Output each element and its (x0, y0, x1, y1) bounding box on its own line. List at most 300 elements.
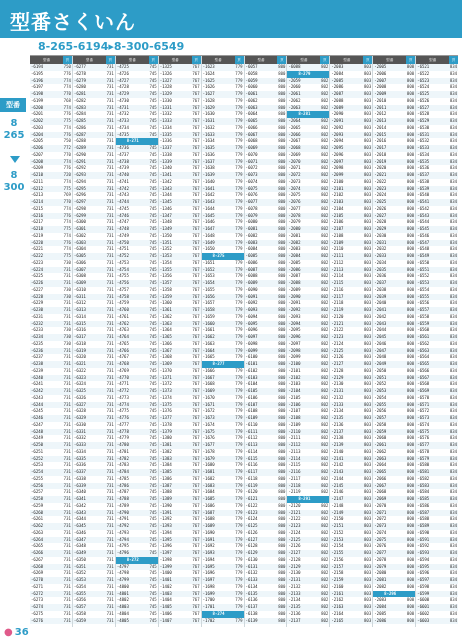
table-row (245, 530, 287, 537)
model-number: -6064 (245, 111, 258, 117)
page-ref: 800 (406, 246, 415, 252)
table-row (287, 321, 329, 328)
table-row (73, 388, 115, 395)
model-number: -1655 (202, 286, 215, 292)
page-ref: 834 (449, 475, 458, 481)
table-row (373, 530, 415, 537)
model-number: -6270 (31, 577, 44, 582)
page-ref: 803 (364, 91, 372, 96)
table-row (287, 145, 329, 152)
model-number: -1646 (202, 219, 215, 225)
table-row (287, 415, 329, 422)
page-ref: 800 (278, 516, 286, 522)
table-row (202, 233, 244, 240)
table-row (287, 192, 329, 199)
page-ref: 731 (106, 334, 114, 339)
table-row (245, 199, 287, 206)
page-ref: 802 (321, 185, 329, 191)
table-row (159, 530, 201, 537)
page-ref: 802 (321, 158, 329, 164)
page-ref: 803 (364, 172, 372, 177)
page-ref: 834 (449, 205, 458, 211)
model-number: -2107 (331, 226, 344, 231)
page-ref: 800 (406, 523, 415, 528)
page-ref: 731 (106, 462, 114, 468)
page-ref: 800 (406, 482, 415, 488)
table-row (116, 186, 158, 193)
table-row (245, 422, 287, 429)
page-ref: 767 (192, 563, 200, 569)
page-ref: 834 (449, 118, 458, 123)
page-ref: 802 (321, 293, 329, 299)
model-number: -6212 (31, 185, 44, 191)
page-ref: 745 (149, 77, 157, 83)
model-number: -6581 (417, 469, 430, 474)
page-ref: 767 (192, 597, 200, 603)
table-row (116, 381, 158, 388)
model-number: -2089 (288, 286, 301, 292)
model-number: -2118 (288, 482, 301, 488)
model-number: -6096 (245, 327, 258, 333)
page-ref: 745 (149, 111, 157, 117)
page-ref: 731 (63, 381, 71, 387)
page-ref: 803 (364, 604, 372, 609)
table-row (287, 550, 329, 557)
model-number: -1346 (159, 205, 172, 211)
page-ref: 779 (235, 388, 243, 393)
model-number: -2118 (331, 300, 344, 306)
page-ref: 779 (235, 165, 243, 171)
table-row (159, 618, 201, 625)
page-ref: 802 (321, 131, 329, 137)
page-ref: 800 (406, 536, 415, 542)
table-row (116, 125, 158, 132)
page-ref: 767 (192, 273, 200, 279)
table-row (116, 429, 158, 436)
model-number: -6116 (245, 462, 258, 468)
table-row (287, 213, 329, 220)
model-number: -2157 (331, 563, 344, 569)
table-row (416, 489, 458, 496)
model-number: -6109 (245, 415, 258, 420)
table-row (202, 206, 244, 213)
model-number: -1366 (159, 340, 172, 346)
table-row (330, 260, 372, 267)
page-ref: 731 (106, 361, 114, 366)
page-ref: 803 (364, 523, 372, 528)
page-ref: 745 (149, 590, 157, 596)
table-row (30, 98, 72, 105)
model-number: -6220 (31, 239, 44, 245)
table-row (73, 395, 115, 402)
page-ref: 731 (63, 550, 71, 555)
table-row (373, 368, 415, 375)
model-number: -4798 (116, 570, 129, 576)
table-row (416, 354, 458, 361)
page-ref: 802 (321, 266, 329, 272)
table-row (245, 213, 287, 220)
table-row (30, 604, 72, 611)
page-ref: 731 (106, 151, 114, 157)
page-ref: 767 (192, 286, 200, 292)
section-marker (116, 557, 158, 564)
model-number: -2081 (374, 577, 387, 582)
model-number: -1644 (202, 205, 215, 211)
table-row (416, 260, 458, 267)
model-number: -2011 (374, 104, 387, 110)
page-ref: 800 (278, 469, 286, 474)
table-row (202, 246, 244, 253)
model-number: -6573 (417, 415, 430, 420)
table-row (330, 64, 372, 71)
model-number: -2066 (374, 475, 387, 481)
table-row (159, 219, 201, 226)
model-number: -1344 (159, 192, 172, 198)
table-row (116, 604, 158, 611)
table-row (73, 84, 115, 91)
page-ref: 803 (364, 597, 372, 603)
model-number: -6554 (417, 286, 430, 292)
model-number: -2133 (331, 401, 344, 407)
page-ref: 731 (106, 604, 114, 609)
model-number: -6356 (73, 597, 86, 603)
page-ref: 802 (321, 253, 329, 258)
table-row (73, 402, 115, 409)
page-ref: 731 (106, 165, 114, 171)
table-row (373, 213, 415, 220)
page-ref: 731 (106, 327, 114, 333)
table-row (202, 402, 244, 409)
model-number: -1329 (159, 91, 172, 96)
model-number: -1652 (202, 266, 215, 272)
model-number: -4734 (116, 124, 129, 130)
table-row (30, 314, 72, 321)
page-ref: 802 (321, 489, 329, 495)
page-ref: 745 (149, 205, 157, 211)
model-number: -6106 (245, 394, 258, 400)
table-row (73, 71, 115, 78)
page-ref: 745 (149, 320, 157, 326)
table-row (73, 618, 115, 625)
table-row (73, 321, 115, 328)
page-ref: 803 (364, 185, 372, 191)
table-row (159, 496, 201, 503)
model-number: -6101 (245, 361, 258, 366)
table-row (202, 510, 244, 517)
model-number: -6588 (417, 516, 430, 522)
page-ref (406, 591, 415, 598)
table-row (416, 483, 458, 490)
model-number: -4770 (116, 374, 129, 380)
model-number: -2146 (331, 489, 344, 495)
model-number: -6598 (417, 583, 430, 589)
page-ref: 800 (278, 509, 286, 515)
table-row (30, 192, 72, 199)
table-row (159, 246, 201, 253)
table-row (116, 152, 158, 159)
model-number: -4763 (116, 327, 129, 333)
page-ref: 800 (406, 442, 415, 447)
table-row (116, 213, 158, 220)
table-row (116, 543, 158, 550)
table-row (116, 402, 158, 409)
page-ref: 767 (192, 367, 200, 373)
page-ref: 800 (278, 104, 286, 110)
page-ref: 834 (449, 239, 458, 245)
table-row (245, 98, 287, 105)
model-number: -6092 (245, 300, 258, 306)
model-number: -1654 (202, 280, 215, 285)
page-ref: 834 (449, 340, 458, 346)
table-row (245, 375, 287, 382)
table-row (287, 381, 329, 388)
table-row (116, 145, 158, 152)
header-model: 型番 (343, 58, 351, 62)
model-number: -2028 (374, 219, 387, 225)
header-page: 頁 (63, 56, 72, 64)
model-number: -1396 (159, 543, 172, 549)
side-tab: 型番 (0, 98, 26, 112)
model-number: -2086 (288, 266, 301, 272)
model-number: -2096 (288, 334, 301, 339)
model-number: -1395 (159, 536, 172, 542)
table-row (30, 462, 72, 469)
model-number: -2111 (288, 435, 301, 441)
table-row (116, 64, 158, 71)
model-number: -2139 (331, 442, 344, 447)
table-row (287, 273, 329, 280)
table-row (416, 503, 458, 510)
table-row (30, 503, 72, 510)
model-number: -2128 (331, 367, 344, 373)
table-row (330, 267, 372, 274)
model-number: -2136 (288, 610, 301, 616)
table-row (245, 138, 287, 145)
table-row (330, 530, 372, 537)
table-row (116, 334, 158, 341)
page-ref: 802 (321, 172, 329, 177)
page-ref: 779 (235, 367, 243, 373)
page-ref: 803 (364, 273, 372, 279)
page-ref: 834 (449, 374, 458, 380)
model-number: -4791 (116, 516, 129, 522)
table-row (30, 327, 72, 334)
page-ref: 779 (235, 340, 243, 346)
model-number: -2072 (288, 172, 301, 177)
page-ref: 834 (449, 509, 458, 515)
page-ref: 834 (449, 158, 458, 164)
model-number: -2059 (374, 428, 387, 434)
table-row (73, 415, 115, 422)
page-ref: 745 (149, 199, 157, 204)
page-ref: 731 (106, 77, 114, 83)
table-row (30, 334, 72, 341)
model-number: -1349 (159, 226, 172, 231)
page-ref: 767 (192, 151, 200, 157)
table-row (330, 516, 372, 523)
model-number: -1372 (159, 381, 172, 387)
page-ref: 834 (449, 435, 458, 441)
page-ref: 745 (149, 219, 157, 225)
table-row (30, 300, 72, 307)
model-number: -4803 (116, 604, 129, 609)
page-ref: 767 (192, 428, 200, 434)
page-ref: 800 (278, 199, 286, 204)
page-ref: 800 (278, 556, 286, 562)
model-number: -6524 (417, 84, 430, 90)
model-number: -6218 (31, 226, 44, 231)
page-ref: 802 (321, 259, 329, 265)
page-ref: 834 (449, 91, 458, 96)
table-row (373, 91, 415, 98)
page-ref: 779 (235, 550, 243, 555)
model-number: -2022 (374, 178, 387, 184)
model-number: -1384 (159, 462, 172, 468)
model-number: -6352 (73, 570, 86, 576)
model-number: -6340 (73, 489, 86, 495)
page-ref: 745 (149, 442, 157, 447)
model-number: -6089 (245, 280, 258, 285)
page-ref: 779 (235, 118, 243, 123)
page-ref: 800 (406, 543, 415, 549)
table-row (287, 516, 329, 523)
model-number: -1355 (159, 266, 172, 272)
model-number: -6310 (73, 286, 86, 292)
page-ref: 800 (278, 415, 286, 420)
page-ref: 802 (321, 286, 329, 292)
page-ref: 731 (63, 597, 71, 603)
table-row (30, 591, 72, 598)
model-number: -2094 (331, 138, 344, 144)
table-row (116, 78, 158, 85)
table-row (30, 206, 72, 213)
table-row (73, 422, 115, 429)
model-number: -1325 (159, 64, 172, 69)
model-number: -4767 (116, 354, 129, 360)
model-number: -2115 (331, 280, 344, 285)
page-ref: 767 (192, 550, 200, 555)
model-number: -2125 (331, 347, 344, 353)
page-ref: 834 (449, 172, 458, 177)
table-row (30, 408, 72, 415)
model-number: -6202 (31, 118, 44, 123)
page-ref: 731 (63, 583, 71, 589)
page-ref: 802 (321, 442, 329, 447)
page-ref: 803 (364, 253, 372, 258)
model-number: -1626 (202, 84, 215, 90)
table-row (373, 469, 415, 476)
table-row (159, 435, 201, 442)
table-row (373, 543, 415, 550)
model-number: -2137 (331, 428, 344, 434)
table-row (330, 179, 372, 186)
table-row (245, 503, 287, 510)
table-row (416, 213, 458, 220)
table-row (416, 570, 458, 577)
page-ref: 800 (406, 320, 415, 326)
page-ref: 800 (406, 617, 415, 623)
table-row (202, 557, 244, 564)
page-ref: 776 (63, 165, 71, 171)
table-row (330, 462, 372, 469)
table-row (116, 523, 158, 530)
page-ref: 745 (149, 482, 157, 488)
page-ref: 774 (63, 246, 71, 252)
table-row (73, 159, 115, 166)
table-row (373, 597, 415, 604)
page-ref: 779 (235, 516, 243, 522)
model-number: -6124 (245, 516, 258, 522)
table-row (416, 584, 458, 591)
model-number: -1348 (159, 219, 172, 225)
table-row (330, 186, 372, 193)
page-ref: 731 (106, 388, 114, 393)
table-row (416, 84, 458, 91)
table-row (416, 294, 458, 301)
table-row (30, 354, 72, 361)
table-row (30, 111, 72, 118)
model-number: -4736 (116, 145, 129, 150)
table-row (416, 557, 458, 564)
table-row (30, 64, 72, 71)
page-ref: 779 (235, 232, 243, 238)
page-ref: 800 (278, 361, 286, 366)
page-ref: 731 (106, 307, 114, 312)
page-ref: 745 (149, 104, 157, 110)
page-ref: 802 (321, 388, 329, 393)
model-number: -2067 (288, 138, 301, 144)
page-ref: 731 (63, 489, 71, 495)
page-ref: 774 (63, 77, 71, 83)
table-row (116, 510, 158, 517)
model-number: -1358 (159, 286, 172, 292)
model-number: -6342 (73, 502, 86, 508)
page-ref: 745 (149, 307, 157, 312)
model-number: -2130 (331, 381, 344, 387)
model-number: -6318 (73, 340, 86, 346)
page-ref: 731 (106, 199, 114, 204)
model-number: -1327 (159, 77, 172, 83)
model-number: -2042 (374, 313, 387, 319)
page-ref: 731 (106, 84, 114, 90)
model-number: -6344 (73, 516, 86, 522)
model-number: -6254 (31, 469, 44, 474)
model-number: -1405 (159, 604, 172, 609)
model-number: -6227 (31, 286, 44, 292)
page-ref: 803 (364, 536, 372, 542)
model-number: -1623 (202, 64, 215, 69)
page-ref: 802 (321, 536, 329, 542)
page-ref: 731 (106, 590, 114, 596)
table-row (116, 280, 158, 287)
model-number: -1657 (202, 300, 215, 306)
table-row (416, 523, 458, 530)
page-ref: 745 (149, 455, 157, 461)
table-row (159, 159, 201, 166)
model-number: -6068 (245, 138, 258, 144)
table-row (416, 564, 458, 571)
page-ref: 730 (63, 327, 71, 333)
table-row (416, 442, 458, 449)
table-row (287, 597, 329, 604)
page-ref: 745 (149, 158, 157, 164)
page-ref: 800 (406, 111, 415, 117)
table-row (245, 111, 287, 118)
table-row (416, 449, 458, 456)
table-row (416, 71, 458, 78)
table-row (30, 388, 72, 395)
page-ref: 731 (106, 192, 114, 198)
